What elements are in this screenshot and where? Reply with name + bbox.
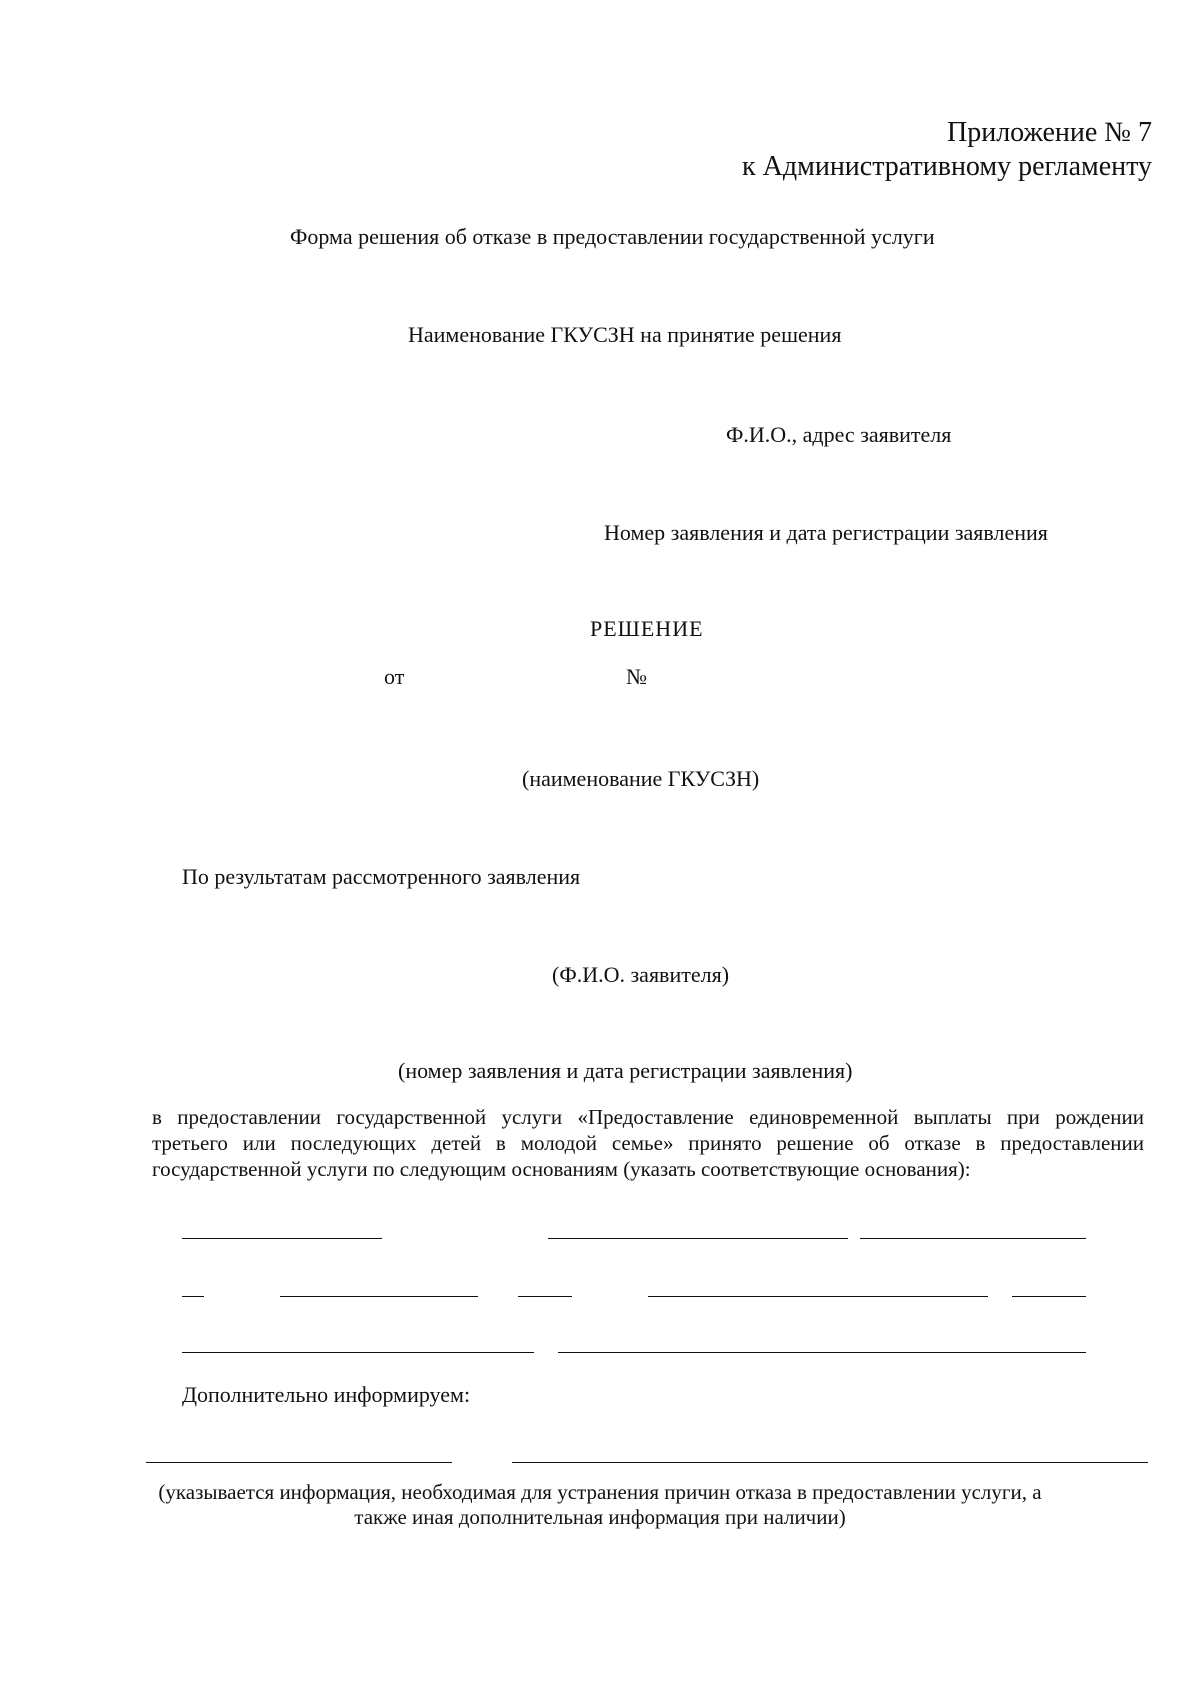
annex-number: Приложение № 7 <box>947 117 1152 148</box>
fill-line <box>182 1296 204 1297</box>
decision-heading: РЕШЕНИЕ <box>590 616 704 641</box>
fill-line <box>648 1296 988 1297</box>
org-name-label: Наименование ГКУСЗН на принятие решения <box>408 322 842 347</box>
fill-line <box>512 1462 1148 1463</box>
fill-line <box>518 1296 572 1297</box>
fill-line <box>280 1296 478 1297</box>
fill-line <box>1012 1296 1086 1297</box>
decision-text: в предоставлении государственной услуги «Предоставление единовременной выплаты при рождении третьего или последующих детей в молодой семье» принято решение об отказе в предоставлении государственной услуги по следующим основаниям (указать соответствующие основания): <box>152 1105 1144 1181</box>
fill-line <box>182 1352 534 1353</box>
applicant-caption: (Ф.И.О. заявителя) <box>552 962 730 987</box>
fill-line <box>548 1238 848 1239</box>
application-caption: (номер заявления и дата регистрации заявления) <box>398 1058 853 1083</box>
fill-line <box>860 1238 1086 1239</box>
number-sign: № <box>626 664 647 689</box>
fill-line <box>558 1352 1086 1353</box>
fill-line <box>182 1238 382 1239</box>
application-label: Номер заявления и дата регистрации заявления <box>604 520 1048 545</box>
org-caption: (наименование ГКУСЗН) <box>522 766 760 791</box>
fill-line <box>146 1462 452 1463</box>
annex-reference: к Административному регламенту <box>742 151 1152 182</box>
form-title: Форма решения об отказе в предоставлении государственной услуги <box>290 224 935 249</box>
results-intro: По результатам рассмотренного заявления <box>182 864 581 889</box>
additional-info-caption-text: (указывается информация, необходимая для устранения причин отказа в предоставлении услуги, а также иная дополнительная информация при наличии) <box>158 1480 1042 1529</box>
additional-info-caption <box>0 1480 1200 1530</box>
applicant-label: Ф.И.О., адрес заявителя <box>726 422 952 447</box>
date-from-label: от <box>384 664 405 689</box>
additional-info-label: Дополнительно информируем: <box>182 1382 471 1407</box>
